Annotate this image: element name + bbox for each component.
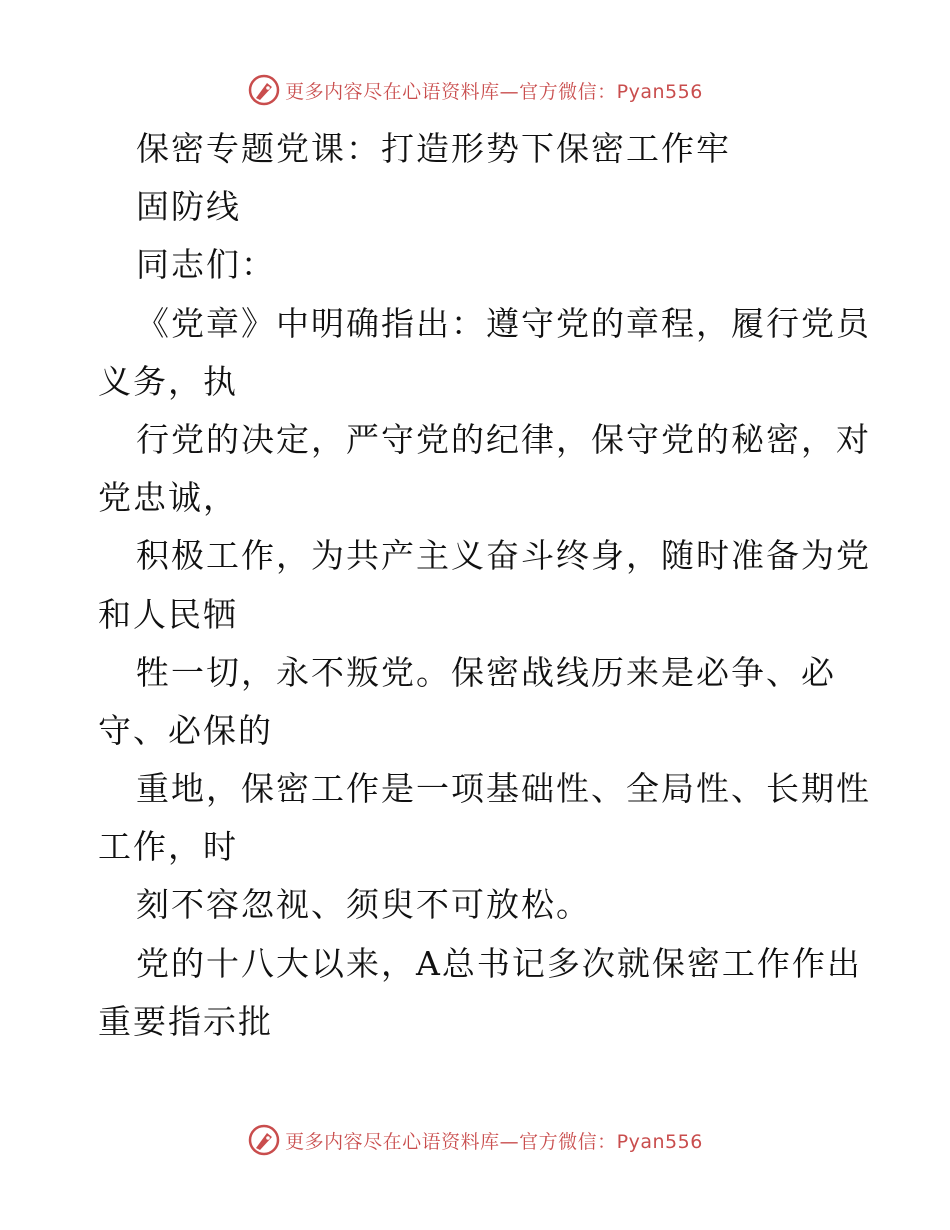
document-body [98, 120, 871, 1051]
header-watermark-banner [0, 70, 950, 110]
paragraph-line: 党忠诚， [98, 478, 238, 518]
paragraph-line: 重地，保密工作是一项基础性、全局性、长期性 [136, 769, 871, 809]
pen-nib-logo-icon [247, 1123, 281, 1157]
paragraph-line: 守、必保的 [98, 710, 273, 750]
paragraph-line: 刻不容忽视、须臾不可放松。 [136, 885, 591, 925]
paragraph-line: 《党章》中明确指出：遵守党的章程，履行党员 [136, 303, 871, 343]
header-banner-text: 更多内容尽在心语资料库—官方微信：Pyan556 [285, 80, 703, 103]
paragraph-line: 义务，执 [98, 361, 238, 401]
footer-watermark-banner [0, 1120, 950, 1160]
paragraph-line: 重要指示批 [98, 1001, 273, 1041]
salutation: 同志们： [136, 245, 276, 285]
paragraph-line: 和人民牺 [98, 594, 238, 634]
doc-title-line-1: 保密专题党课：打造形势下保密工作牢 [136, 129, 731, 168]
paragraph-line: 牲一切，永不叛党。保密战线历来是必争、必 [136, 652, 836, 692]
paragraph-line: 工作，时 [98, 827, 238, 867]
footer-banner-text: 更多内容尽在心语资料库—官方微信：Pyan556 [285, 1130, 703, 1153]
paragraph-line: 行党的决定，严守党的纪律，保守党的秘密，对 [136, 419, 871, 459]
pen-nib-logo-icon [247, 73, 281, 107]
paragraph-line: 积极工作，为共产主义奋斗终身，随时准备为党 [136, 536, 871, 576]
doc-title-line-2: 固防线 [136, 187, 241, 227]
paragraph-line: 党的十八大以来，A总书记多次就保密工作作出 [136, 943, 862, 983]
